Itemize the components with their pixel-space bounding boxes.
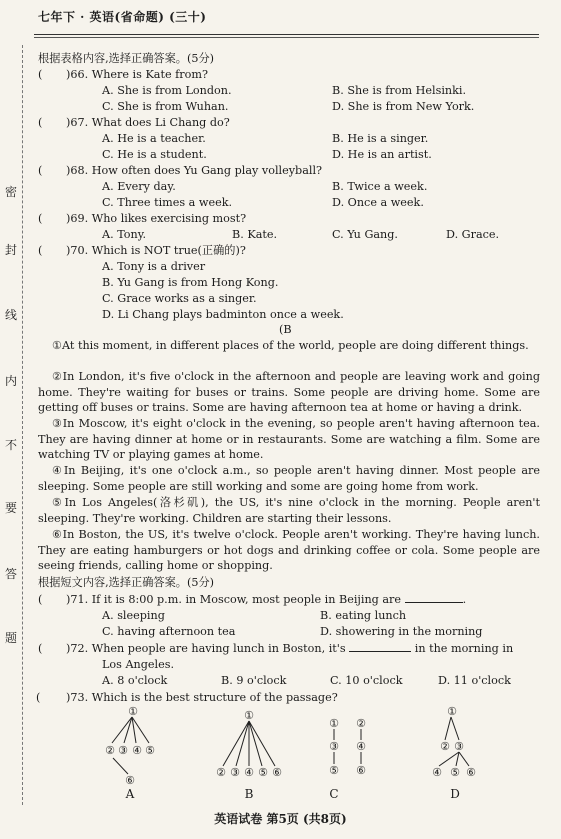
seal-dashed-line — [22, 45, 23, 805]
question-72-text-2: in the morning in — [414, 642, 514, 655]
option: A. sleeping — [102, 609, 165, 622]
node-1: ① — [447, 705, 457, 718]
question-68: )68. How often does Yu Gang play volleyball? — [66, 164, 323, 177]
option: C. He is a student. — [102, 148, 207, 161]
node-6: ⑥ — [466, 766, 476, 779]
option: A. He is a teacher. — [102, 132, 206, 145]
node-2: ② — [356, 717, 366, 730]
node-5: ⑤ — [145, 744, 155, 757]
page-footer: 英语试卷 第5页 (共8页) — [214, 812, 347, 826]
node-4: ④ — [244, 766, 254, 779]
option: D. showering in the morning — [320, 625, 483, 638]
answer-paren[interactable]: ( — [38, 68, 43, 81]
node-6: ⑥ — [272, 766, 282, 779]
question-72 — [66, 641, 513, 656]
node-3: ③ — [230, 766, 240, 779]
passage-paragraph: ⑤In Los Angeles(洛杉矶), the US, it's nine o'clock in the morning. People aren't sleeping. They're working. Children are starting their lessons. — [38, 496, 540, 525]
seal-char: 不 — [5, 438, 18, 452]
node-2: ② — [440, 740, 450, 753]
option: A. Every day. — [102, 180, 176, 193]
seal-char: 要 — [5, 501, 18, 515]
page-header: 七年下 · 英语(省命题) (三十) — [38, 10, 207, 24]
answer-paren[interactable]: ( — [38, 116, 43, 129]
node-3: ③ — [118, 744, 128, 757]
option: C. She is from Wuhan. — [102, 100, 229, 113]
answer-paren[interactable]: ( — [38, 593, 43, 606]
question-73: )73. Which is the best structure of the passage? — [66, 691, 338, 704]
question-71 — [66, 592, 466, 607]
passage-paragraph: ①At this moment, in different places of the world, people are doing different things. — [52, 339, 529, 352]
answer-paren[interactable]: ( — [38, 244, 43, 257]
question-72-line2: Los Angeles. — [102, 658, 175, 671]
diagram-b[interactable] — [223, 721, 275, 766]
option: B. Kate. — [232, 228, 278, 241]
seal-char: 密 — [5, 185, 18, 199]
answer-paren[interactable]: ( — [38, 164, 43, 177]
option: C. 10 o'clock — [330, 674, 403, 687]
option: B. He is a singer. — [332, 132, 429, 145]
node-5: ⑤ — [450, 766, 460, 779]
section-b-label: (B — [279, 323, 292, 336]
node-4: ④ — [132, 744, 142, 757]
node-5: ⑤ — [329, 764, 339, 777]
answer-paren[interactable]: ( — [38, 642, 43, 655]
answer-paren[interactable]: ( — [38, 212, 43, 225]
diagram-label-a: A — [125, 787, 135, 801]
diagram-label-b: B — [244, 787, 254, 801]
option: B. Yu Gang is from Hong Kong. — [102, 276, 279, 289]
option: C. Three times a week. — [102, 196, 233, 209]
option: A. Tony is a driver — [102, 260, 206, 273]
node-1: ① — [128, 705, 138, 718]
node-4: ④ — [356, 740, 366, 753]
option: A. 8 o'clock — [102, 674, 168, 687]
diagram-label-d: D — [450, 787, 460, 801]
header-rule — [34, 34, 539, 35]
option: C. Yu Gang. — [332, 228, 398, 241]
question-70: )70. Which is NOT true(正确的)? — [66, 244, 246, 257]
answer-blank[interactable] — [405, 593, 463, 603]
passage-paragraph: ⑥In Boston, the US, it's twelve o'clock. People aren't working. They're having lunch. They are eating hamburgers or hot dogs and drinking coffee or cola. Some people are seeing friends, calling home or shopping. — [38, 528, 540, 573]
question-71-end: . — [462, 593, 467, 606]
passage-paragraph: ④In Beijing, it's one o'clock a.m., so people aren't having dinner. Most people are sleeping. Some people are still working and some are going home from work. — [38, 464, 540, 493]
option: A. She is from London. — [102, 84, 232, 97]
option: B. She is from Helsinki. — [332, 84, 467, 97]
option: B. Twice a week. — [332, 180, 428, 193]
answer-blank[interactable] — [349, 642, 411, 652]
structure-diagrams — [0, 702, 561, 802]
option: A. Tony. — [102, 228, 147, 241]
passage-paragraph: ②In London, it's five o'clock in the afternoon and people are leaving work and going home. They're waiting for buses or trains. Some people are driving home. Some are getting off buses or trains. Some are having afternoon tea at home or having a drink. — [38, 370, 540, 415]
option: D. He is an artist. — [332, 148, 432, 161]
question-69: )69. Who likes exercising most? — [66, 212, 247, 225]
option: C. Grace works as a singer. — [102, 292, 257, 305]
node-3: ③ — [454, 740, 464, 753]
option: D. She is from New York. — [332, 100, 475, 113]
option: D. Once a week. — [332, 196, 424, 209]
passage-paragraph: ③In Moscow, it's eight o'clock in the evening, so people aren't having afternoon tea. They are having dinner at home or in restaurants. Some are watching a film. Some are watching TV or playing games at home. — [38, 417, 540, 462]
node-3: ③ — [329, 740, 339, 753]
node-4: ④ — [432, 766, 442, 779]
node-1: ① — [329, 717, 339, 730]
question-66: )66. Where is Kate from? — [66, 68, 208, 81]
seal-char: 线 — [5, 308, 18, 322]
question-67: )67. What does Li Chang do? — [66, 116, 230, 129]
section-b-instruction: 根据短文内容,选择正确答案。(5分) — [38, 576, 215, 589]
seal-char: 封 — [5, 243, 18, 257]
option: B. 9 o'clock — [221, 674, 287, 687]
node-6: ⑥ — [356, 764, 366, 777]
seal-char: 题 — [5, 631, 18, 645]
seal-char: 内 — [5, 374, 18, 388]
header-rule-thin — [34, 37, 539, 38]
node-1: ① — [244, 709, 254, 722]
option: D. Li Chang plays badminton once a week. — [102, 308, 344, 321]
question-72-text: )72. When people are having lunch in Boston, it's — [66, 642, 346, 655]
node-6: ⑥ — [125, 774, 135, 787]
node-2: ② — [216, 766, 226, 779]
option: D. 11 o'clock — [438, 674, 511, 687]
question-71-text: )71. If it is 8:00 p.m. in Moscow, most people in Beijing are — [66, 593, 402, 606]
seal-char: 答 — [5, 567, 18, 581]
option: D. Grace. — [446, 228, 500, 241]
option: C. having afternoon tea — [102, 625, 236, 638]
section-a-instruction: 根据表格内容,选择正确答案。(5分) — [38, 52, 215, 65]
node-2: ② — [105, 744, 115, 757]
answer-paren[interactable]: ( — [36, 691, 41, 704]
diagram-label-c: C — [329, 787, 339, 801]
node-5: ⑤ — [258, 766, 268, 779]
option: B. eating lunch — [320, 609, 407, 622]
